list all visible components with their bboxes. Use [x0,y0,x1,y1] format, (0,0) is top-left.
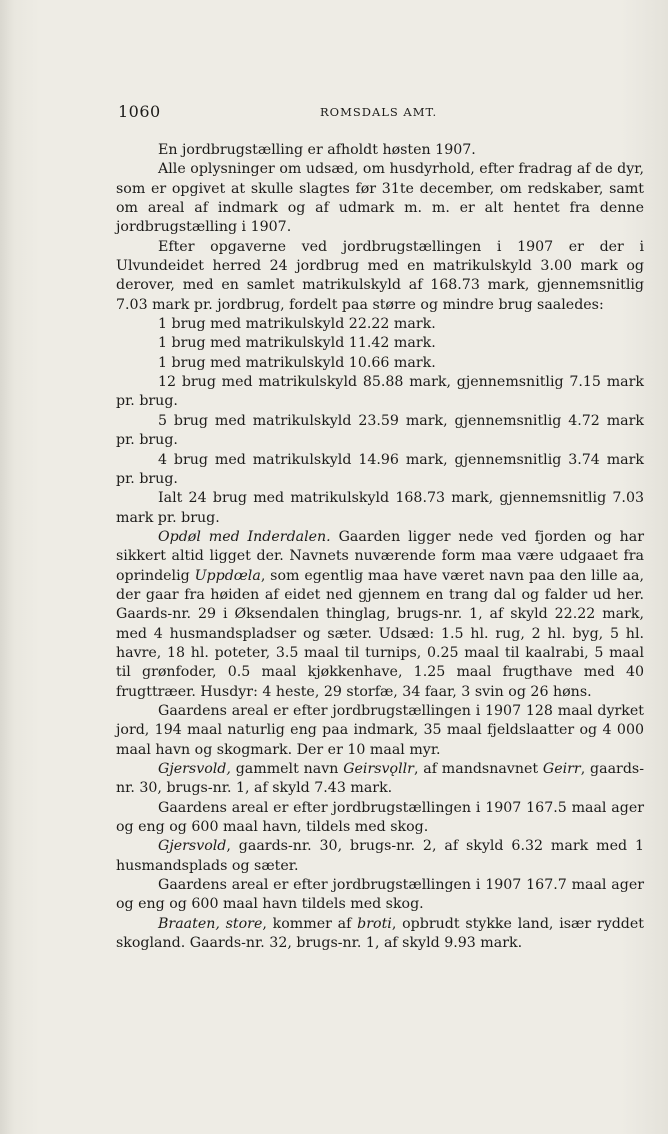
running-title: ROMSDALS AMT. [320,105,438,119]
paragraph-opdol-area: Gaardens areal er efter jordbrugstællingen i 1907 128 maal dyrket jord, 194 maal naturlig eng paa indmark, 35 maal fjeldslaatter og 4 000 maal havn og skogmark. Der er 10 maal myr. [116,702,644,758]
page-header [118,102,648,126]
paragraph-text: , som egentlig maa have været navn paa den lille aa, der gaar fra høiden af eidet ned gjennem en trang dal og falder ud her. Gaards-nr. 29 i Øksendalen thinglag, brugs-nr. 1, af skyld 22.22 mark, med 4 husmandspladser og sæter. Udsæd: 1.5 hl. rug, 2 hl. byg, 5 hl. havre, 18 hl. poteter, 3.5 maal til turnips, 0.25 maal til kaalrabi, 5 maal til grønfoder, 0.5 maal kjøkkenhave, 1.25 maal frugthave med 40 frugttræer. Husdyr: 4 heste, 29 storfæ, 34 faar, 3 svin og 26 høns. [116,567,644,700]
farm-name: Opdøl med Inderdalen. [158,528,331,545]
farm-name: Braaten, store [158,915,263,932]
farm-size-total: Ialt 24 brug med matrikulskyld 168.73 mark, gjennemsnitlig 7.03 mark pr. brug. [116,490,644,526]
old-name: Geirsvǫllr [343,761,414,777]
paragraph-gjersvold-1 [116,760,644,799]
paragraph-text: gammelt navn [230,761,344,777]
farm-size-item: 5 brug med matrikulskyld 23.59 mark, gjennemsnitlig 4.72 mark pr. brug. [116,412,644,449]
paragraph-text: , af mandsnavnet [413,761,543,777]
paragraph-text: , kommer af [262,915,358,932]
farm-name: Gjersvold [158,838,227,855]
paragraph-summary: Efter opgaverne ved jordbrugstællingen i 1907 er der i Ulvundeidet herred 24 jordbrug med en matrikulskyld 3.00 mark og derover, med en samlet matrikulskyld af 168.73 mark, gjennemsnitlig 7.03 mark pr. jordbrug, fordelt paa større og mindre brug saaledes: [116,238,644,313]
old-name: broti [357,915,392,932]
paragraph-gjersvold-2 [116,837,644,876]
paragraph-gjersvold-2-area: Gaardens areal er efter jordbrugstællingen i 1907 167.7 maal ager og eng og 600 maal havn tildels med skog. [116,877,644,913]
old-name: Uppdœla [194,567,261,584]
paragraph-intro: En jordbrugstælling er afholdt høsten 1907. [158,142,476,158]
paragraph-braaten [116,915,644,954]
paragraph-text: , opbrudt stykke land, især ryddet skogland. Gaards-nr. 32, brugs-nr. 1, af skyld 9.93 mark. [116,915,644,952]
farm-size-item: 4 brug med matrikulskyld 14.96 mark, gjennemsnitlig 3.74 mark pr. brug. [116,451,644,487]
paragraph-text: , gaards-nr. 30, brugs-nr. 1, af skyld 7.43 mark. [116,761,644,797]
farm-size-item: 12 brug med matrikulskyld 85.88 mark, gjennemsnitlig 7.15 mark pr. brug. [116,374,644,410]
farm-size-item: 1 brug med matrikulskyld 11.42 mark. [158,335,436,352]
paragraph-opdol [116,528,644,702]
paragraph-gjersvold-1-area: Gaardens areal er efter jordbrugstællingen i 1907 167.5 maal ager og eng og 600 maal havn, tildels med skog. [116,799,644,836]
paragraph-text: Gaarden ligger nede ved fjorden og har sikkert altid ligget der. Navnets nuværende form maa være udgaaet fra oprindelig [116,528,644,584]
paragraph-sources: Alle oplysninger om udsæd, om husdyrhold, efter fradrag af de dyr, som er opgivet at skulle slagtes før 31te december, om redskaber, samt om areal af indmark og af udmark m. m. er alt hentet fra denne jordbrugstælling i 1907. [116,161,644,236]
farm-name: Gjersvold, [158,761,231,777]
old-name: Geirr [542,761,581,777]
farm-size-item: 1 brug med matrikulskyld 22.22 mark. [158,316,436,333]
paragraph-text: , gaards-nr. 30, brugs-nr. 2, af skyld 6.32 mark med 1 husmandsplads og sæter. [116,838,644,874]
farm-size-item: 1 brug med matrikulskyld 10.66 mark. [158,354,436,371]
body-text [116,141,644,953]
page-number: 1060 [118,102,161,121]
